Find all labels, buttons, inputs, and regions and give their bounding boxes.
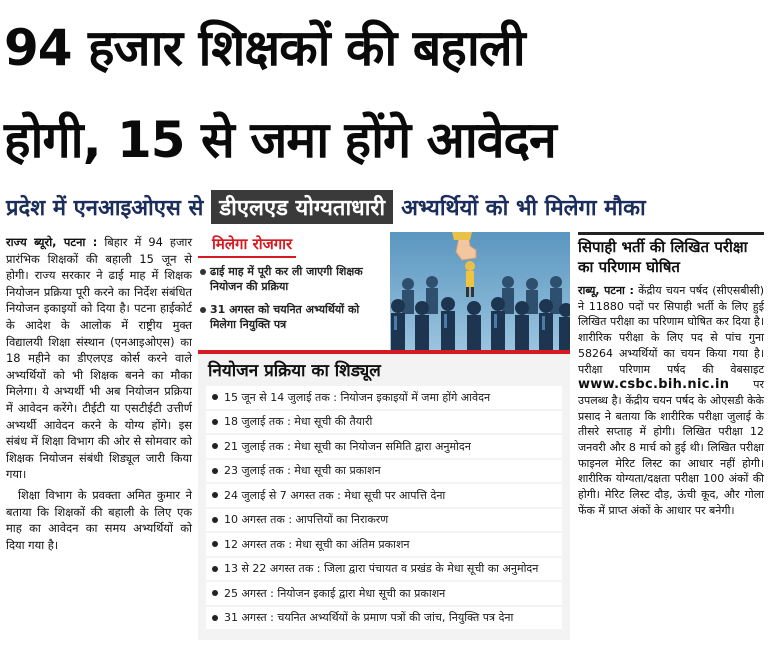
crowd-illustration-icon — [390, 232, 570, 350]
schedule-item — [206, 460, 562, 483]
rozgar-title: मिलेगा रोजगार — [198, 232, 296, 258]
bullet-icon — [212, 492, 218, 498]
schedule-item-text: 23 जुलाई तक : मेधा सूची का प्रकाशन — [224, 464, 381, 478]
schedule-item — [206, 411, 562, 434]
main-story-dateline: राज्य ब्यूरो, पटना : — [6, 235, 98, 249]
schedule-title: नियोजन प्रक्रिया का शिड्यूल — [208, 361, 381, 381]
bullet-icon — [212, 443, 218, 449]
bullet-icon — [212, 468, 218, 474]
schedule-box — [198, 350, 570, 640]
schedule-item-text: 12 अगस्त तक : मेधा सूची का अंतिम प्रकाशन — [224, 537, 410, 551]
bullet-icon — [212, 517, 218, 523]
subhead-part-1: प्रदेश में एनआइओएस से — [6, 196, 204, 221]
schedule-item-text: 15 जून से 14 जुलाई तक : नियोजन इकाइयों में जमा होंगे आवेदन — [224, 390, 491, 404]
recruitment-illustration — [390, 232, 570, 350]
schedule-item-text: 31 अगस्त : चयनित अभ्यर्थियों के प्रमाण पत्रों की जांच, नियुक्ति पत्र देना — [224, 611, 514, 625]
schedule-item — [206, 558, 562, 581]
schedule-item-text: 13 से 22 अगस्त तक : जिला द्वारा पंचायत व प्रखंड के मेधा सूची का अनुमोदन — [224, 562, 539, 576]
center-panel — [198, 232, 570, 638]
main-story — [6, 234, 192, 553]
side-story-body-1: केंद्रीय चयन पर्षद (सीएसबीसी) ने 11880 पदों पर सिपाही भर्ती के लिए हुई लिखित परीक्षा का परिणाम घोषित कर दिया है। शारीरिक परीक्षा के लिए पद से पांच गुना 58264 अभ्यर्थियों का चयन किया गया है। परीक्षा परिणाम पर्षद की वेबसाइट — [578, 284, 764, 376]
side-story-dateline: राब्यू, पटना : — [578, 284, 634, 297]
schedule-item — [206, 533, 562, 556]
main-story-para-1 — [6, 234, 192, 483]
subhead-highlight: डीएलएड योग्यताधारी — [211, 190, 393, 224]
side-story-url: www.csbc.bih.nic.in — [578, 377, 730, 393]
subhead-part-2: अभ्यर्थियों को भी मिलेगा मौका — [401, 196, 646, 221]
schedule-item — [206, 386, 562, 409]
bullet-icon — [212, 590, 218, 596]
bullet-icon — [212, 615, 218, 621]
rozgar-item: 31 अगस्त को चयनित अभ्यर्थियों को मिलेगा नियुक्ति पत्र — [198, 302, 386, 332]
side-story-body-2: पर उपलब्ध है। केंद्रीय चयन पर्षद के ओएसडी केके प्रसाद ने बताया कि शारीरिक परीक्षा जुलाई के तीसरे सप्ताह में होगी। लिखित परीक्षा 12 जनवरी और 8 मार्च को हुई थी। लिखित परीक्षा फाइनल मेरिट लिस्ट का आधार नहीं होगी। शारीरिक योग्यता/दक्षता परीक्षा 100 अंकों की होगी। मेरिट लिस्ट दौड़, ऊंची कूद, और गोला फेंक में प्राप्त अंकों के आधार पर बनेगी। — [578, 378, 764, 517]
bullet-icon — [212, 394, 218, 400]
schedule-item-text: 10 अगस्त तक : आपत्तियों का निराकरण — [224, 513, 389, 527]
main-story-para-2: शिक्षा विभाग के प्रवक्ता अमित कुमार ने बताया कि शिक्षकों की बहाली के लिए एक माह का आवेदन का समय अभ्यर्थियों को दिया गया है। — [6, 487, 192, 552]
schedule-item-text: 21 जुलाई तक : मेधा सूची का नियोजन समिति द्वारा अनुमोदन — [224, 439, 471, 453]
side-story-body — [578, 283, 764, 519]
schedule-item — [206, 582, 562, 605]
schedule-item-text: 18 जुलाई तक : मेधा सूची की तैयारी — [224, 415, 373, 429]
headline-line-2: होगी, 15 से जमा होंगे आवेदन — [4, 111, 556, 169]
schedule-item-text: 25 अगस्त : नियोजन इकाई द्वारा मेधा सूची का प्रकाशन — [224, 586, 446, 600]
side-story-title: सिपाही भर्ती की लिखित परीक्षा का परिणाम घोषित — [578, 232, 764, 277]
main-story-para-1-text: बिहार में 94 हजार प्रारंभिक शिक्षकों की बहाली 15 जून से होगी। राज्य सरकार ने ढाई माह में शिक्षक नियोजन प्रक्रिया पूरी करने का निर्देश संबंधित नियोजन इकाइयों को दिया है। पटना हाईकोर्ट के आदेश के आलोक में राष्ट्रीय मुक्त विद्यालयी शिक्षा संस्थान (एनआइओएस) का 18 महीने का डीएलएड कोर्स करने वाले अभ्यर्थियों को भी शिक्षक बनने का मौका मिलेगा। ये अभ्यर्थी भी अब नियोजन प्रक्रिया में आवेदन करेंगे। टीईटी या एसटीईटी उत्तीर्ण अभ्यर्थी आवेदन करने के योग्य होंगे। इस संबंध में शिक्षा विभाग की ओर से सोमवार को शिक्षक नियोजन संबंधी शिड्यूल जारी किया गया। — [6, 235, 192, 482]
bullet-icon — [212, 541, 218, 547]
side-story — [578, 232, 764, 519]
rozgar-box — [198, 232, 386, 340]
schedule-item-text: 24 जुलाई से 7 अगस्त तक : मेधा सूची पर आपत्ति देना — [224, 488, 446, 502]
bullet-icon — [212, 419, 218, 425]
schedule-item — [206, 607, 562, 630]
headline-line-1: 94 हजार शिक्षकों की बहाली — [4, 19, 525, 77]
rozgar-item: ढाई माह में पूरी कर ली जाएगी शिक्षक नियोजन की प्रक्रिया — [198, 264, 386, 294]
schedule-item — [206, 435, 562, 458]
subheadline — [6, 190, 762, 224]
bullet-icon — [212, 566, 218, 572]
schedule-item — [206, 484, 562, 507]
schedule-item — [206, 509, 562, 532]
